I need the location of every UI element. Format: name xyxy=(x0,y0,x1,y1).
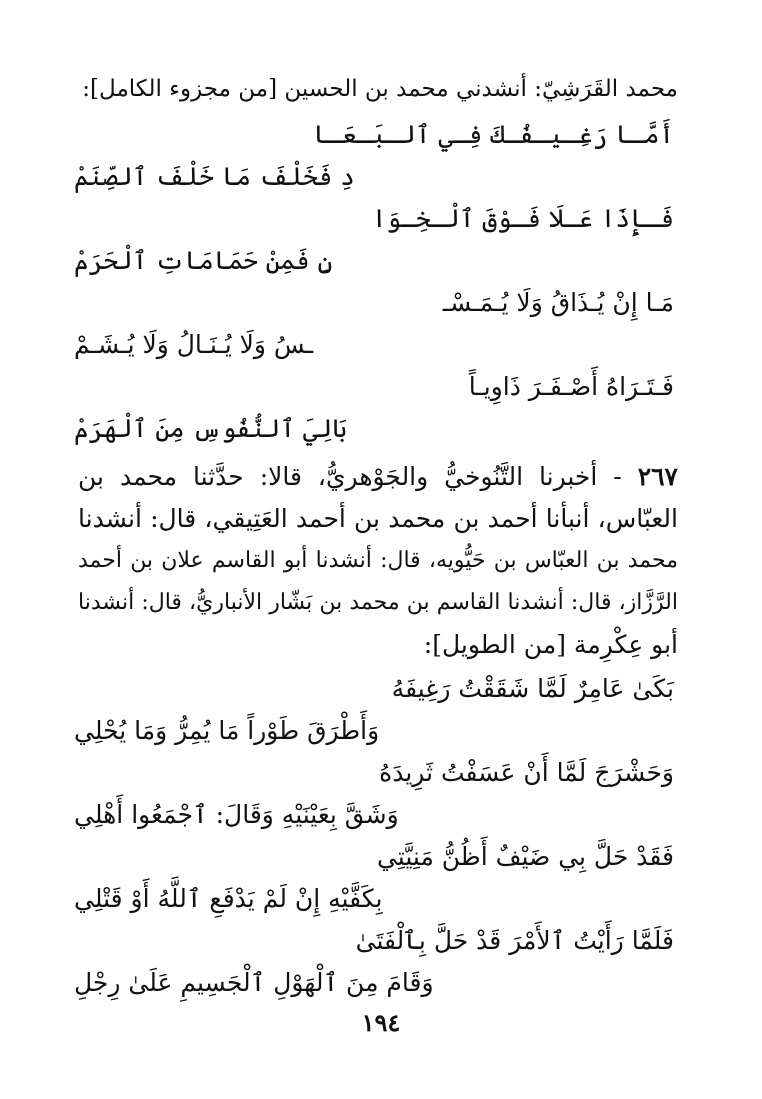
verse-line: مَـا إِنْ يُـذَاقُ وَلَا يُـمَـسْـ xyxy=(442,288,674,317)
verse-line: وَأَطْرَقَ طَوْراً مَا يُمِرُّ وَمَا يُحْلِي xyxy=(74,716,380,745)
verse-line: بِكَفَّيْهِ إِنْ لَمْ يَدْفَعِ ٱللَّهُ أَوْ قَتْلِي xyxy=(74,884,383,913)
item-number: ٢٦٧ xyxy=(637,462,678,491)
prose-line-text: - أخبرنا التَّنُوخيُّ والجَوْهريُّ، قالا: حدَّثنا محمد بن xyxy=(78,462,622,491)
verse-line: فَـتَـرَاهُ أَصْـفَـرَ ذَاوِيـاً xyxy=(468,372,674,401)
verse-line: بَالِيَ ٱلنُّفُوسِ مِنَ ٱلْهَرَمْ xyxy=(74,414,347,443)
verse-line: وَحَشْرَجَ لَمَّا أَنْ عَسَفْتُ ثَرِيدَهُ xyxy=(379,758,674,787)
verse-line: دِ فَخَلْفَ مَا خَلْفَ ٱلصِّنَمْ xyxy=(74,162,355,191)
prose-line: العبّاس، أنبأنا أحمد بن محمد بن أحمد العَتِيقي، قال: أنشدنا xyxy=(78,504,678,533)
verse-line: فَـإِذَا عَـلَا فَـوْقَ ٱلْـخِـوَا xyxy=(371,204,674,233)
page-number: ١٩٤ xyxy=(361,1008,401,1037)
verse-line: فَقَدْ حَلَّ بِي ضَيْفٌ أَظُنُّ مَنِيَّتِي xyxy=(376,842,674,871)
verse-line: نِ فَمِنْ حَمَامَاتِ ٱلْحَرَمْ xyxy=(74,246,333,275)
verse-line: ـسُ وَلَا يُـنَـالُ وَلَا يُـشَـمْ xyxy=(74,330,314,359)
prose-line: أبو عِكْرِمة [من الطويل]: xyxy=(423,630,678,659)
prose-line: محمد بن العبّاس بن حَيُّويه، قال: أنشدنا أبو القاسم علان بن أحمد xyxy=(78,548,678,573)
poem-introduction: محمد القَرَشِيّ: أنشدني محمد بن الحسين [من مجزوء الكامل]: xyxy=(82,76,678,102)
verse-line: بَكَىٰ عَامِرٌ لَمَّا شَقَقْتُ رَغِيفَهُ xyxy=(391,674,674,703)
verse-line: وَقَامَ مِنَ ٱلْهَوْلِ ٱلْجَسِيمِ عَلَىٰ رِجْلِ xyxy=(74,968,434,997)
prose-line xyxy=(78,460,678,496)
verse-line: وَشَقَّ بِعَيْنَيْهِ وَقَالَ: ٱجْمَعُوا أَهْلِي xyxy=(74,800,399,829)
verse-line: فَلَمَّا رَأَيْتُ ٱلأَمْرَ قَدْ حَلَّ بِٱلْفَتَىٰ xyxy=(355,926,674,955)
verse-line: أَمَّـا رَغِـيـفُـكَ فِـي ٱلـبَـعَـا xyxy=(313,120,674,149)
prose-line: الرَّزَّاز، قال: أنشدنا القاسم بن محمد بن بَشّار الأنباريُّ، قال: أنشدنا xyxy=(78,590,678,615)
